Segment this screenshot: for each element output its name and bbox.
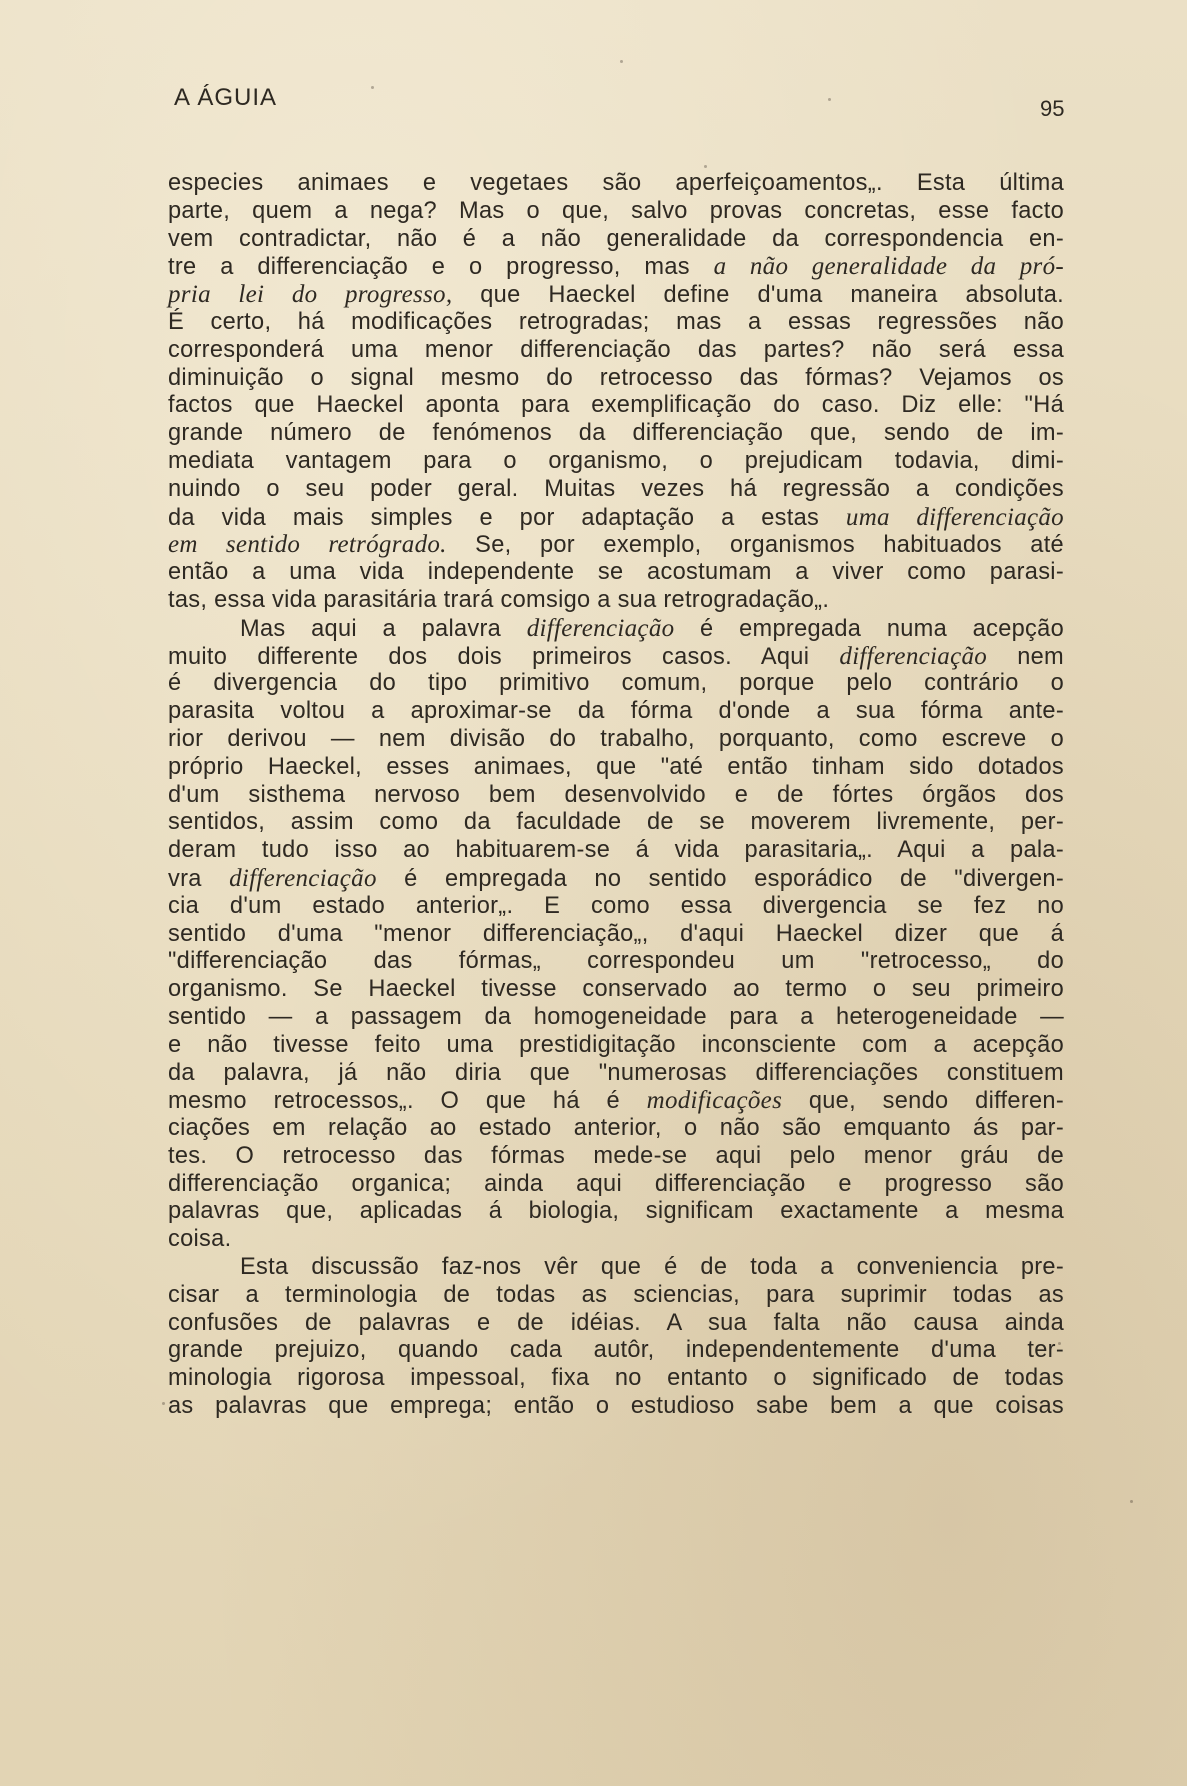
text-line: sentidos, assim como da faculdade de se moverem livremente, per- [168,809,1064,836]
text-line: tre a differenciação e o progresso, mas a não generalidade da pró- [168,253,1064,281]
text-line: deram tudo isso ao habituarem-se á vida parasitaria„. Aqui a pala- [168,837,1064,864]
text-line: especies animaes e vegetaes são aperfeiçoamentos„. Esta última [168,170,1064,196]
text-line: grande número de fenómenos da differenciação que, sendo de im- [168,420,1064,447]
italic-phrase: a não generalidade da pró- [713,253,1064,281]
text-line: pria lei do progresso, que Haeckel define d'uma maneira absoluta. [168,281,1065,309]
text-line: parte, quem a nega? Mas o que, salvo provas concretas, esse facto [168,197,1064,224]
text-line: diminuição o signal mesmo do retrocesso das fórmas? Vejamos os [168,364,1064,391]
text-line: da vida mais simples e por adaptação a estas uma differenciação [168,503,1064,531]
body-text [168,170,1064,1421]
text-line: coisa. [168,1226,232,1253]
text-line: ciações em relação ao estado anterior, o não são emquanto ás par- [168,1115,1064,1142]
paper-speck [620,60,623,63]
text-line: parasita voltou a aproximar-se da fórma d'onde a sua fórma ante- [168,698,1064,725]
text-line: mediata vantagem para o organismo, o prejudicam todavia, dimi- [168,447,1064,474]
text-line: d'um sisthema nervoso bem desenvolvido e de fórtes órgãos dos [168,781,1064,808]
text-line: sentido — a passagem da homogeneidade para a heterogeneidade — [168,1003,1064,1030]
text-line: differenciação organica; ainda aqui differenciação e progresso são [168,1170,1064,1197]
italic-phrase: modificações [646,1087,783,1115]
text-line: rior derivou — nem divisão do trabalho, porquanto, como escreve o [168,725,1064,752]
text-line: e não tivesse feito uma prestidigitação inconsciente com a acepção [168,1031,1064,1058]
text-line: factos que Haeckel aponta para exemplificação do caso. Diz elle: "Há [168,392,1064,419]
text-line: da palavra, já não diria que "numerosas differenciações constituem [168,1059,1064,1086]
text-line: tes. O retrocesso das fórmas mede-se aqui pelo menor gráu de [168,1142,1064,1169]
paper-speck [1058,1342,1061,1345]
text-line: é divergencia do tipo primitivo comum, porque pelo contrário o [168,670,1064,697]
text-line: organismo. Se Haeckel tivesse conservado ao termo o seu primeiro [168,976,1064,1003]
paragraph-start-line: Mas aqui a palavra differenciação é empregada numa acepção [240,614,1064,642]
text-line: vra differenciação é empregada no sentido esporádico de "divergen- [168,864,1065,892]
text-line: palavras que, aplicadas á biologia, significam exactamente a mesma [168,1198,1064,1225]
text-line: próprio Haeckel, esses animaes, que "até então tinham sido dotados [168,753,1064,780]
text-line: então a uma vida independente se acostumam a viver como parasi- [168,559,1064,586]
paper-speck [1130,1500,1133,1503]
paragraph-start-line: Esta discussão faz-nos vêr que é de toda a conveniencia pre- [240,1254,1064,1281]
italic-phrase: differenciação [526,614,675,642]
paper-speck [162,1402,165,1405]
text-line: cia d'um estado anterior„. E como essa divergencia se fez no [168,892,1064,919]
paper-speck [828,98,831,101]
text-line: tas, essa vida parasitária trará comsigo a sua retrogradação„. [168,586,830,613]
text-line: confusões de palavras e de idéias. A sua falta não causa ainda [168,1309,1064,1336]
text-line: corresponderá uma menor differenciação das partes? não será essa [168,336,1064,363]
text-line: minologia rigorosa impessoal, fixa no entanto o significado de todas [168,1365,1064,1392]
text-line: as palavras que emprega; então o estudioso sabe bem a que coisas [168,1393,1064,1420]
paper-speck [371,86,374,89]
italic-phrase: differenciação [229,864,377,892]
text-line: sentido d'uma "menor differenciação„, d'aqui Haeckel dizer que á [168,920,1064,947]
text-line: nuindo o seu poder geral. Muitas vezes há regressão a condições [168,475,1064,502]
running-head: A ÁGUIA [174,84,278,111]
text-line: É certo, há modificações retrogradas; mas a essas regressões não [168,308,1064,335]
text-line: em sentido retrógrado. Se, por exemplo, organismos habituados até [168,531,1064,559]
italic-phrase: em sentido retrógrado. [168,531,447,559]
text-line: vem contradictar, não é a não generalidade da correspondencia en- [168,225,1064,252]
text-line: grande prejuizo, quando cada autôr, independentemente d'uma ter- [168,1337,1064,1364]
paper-speck [704,165,707,168]
italic-phrase: pria lei do progresso, [168,281,453,309]
page-number: 95 [1040,96,1065,121]
text-line: mesmo retrocessos„. O que há é modificações que, sendo differen- [168,1087,1064,1115]
text-line: cisar a terminologia de todas as sciencias, para suprimir todas as [168,1281,1064,1308]
text-line: muito differente dos dois primeiros casos. Aqui differenciação nem [168,642,1065,670]
italic-phrase: uma differenciação [845,503,1064,531]
text-line: "differenciação das fórmas„ correspondeu um "retrocesso„ do [168,948,1064,975]
italic-phrase: differenciação [839,642,988,670]
